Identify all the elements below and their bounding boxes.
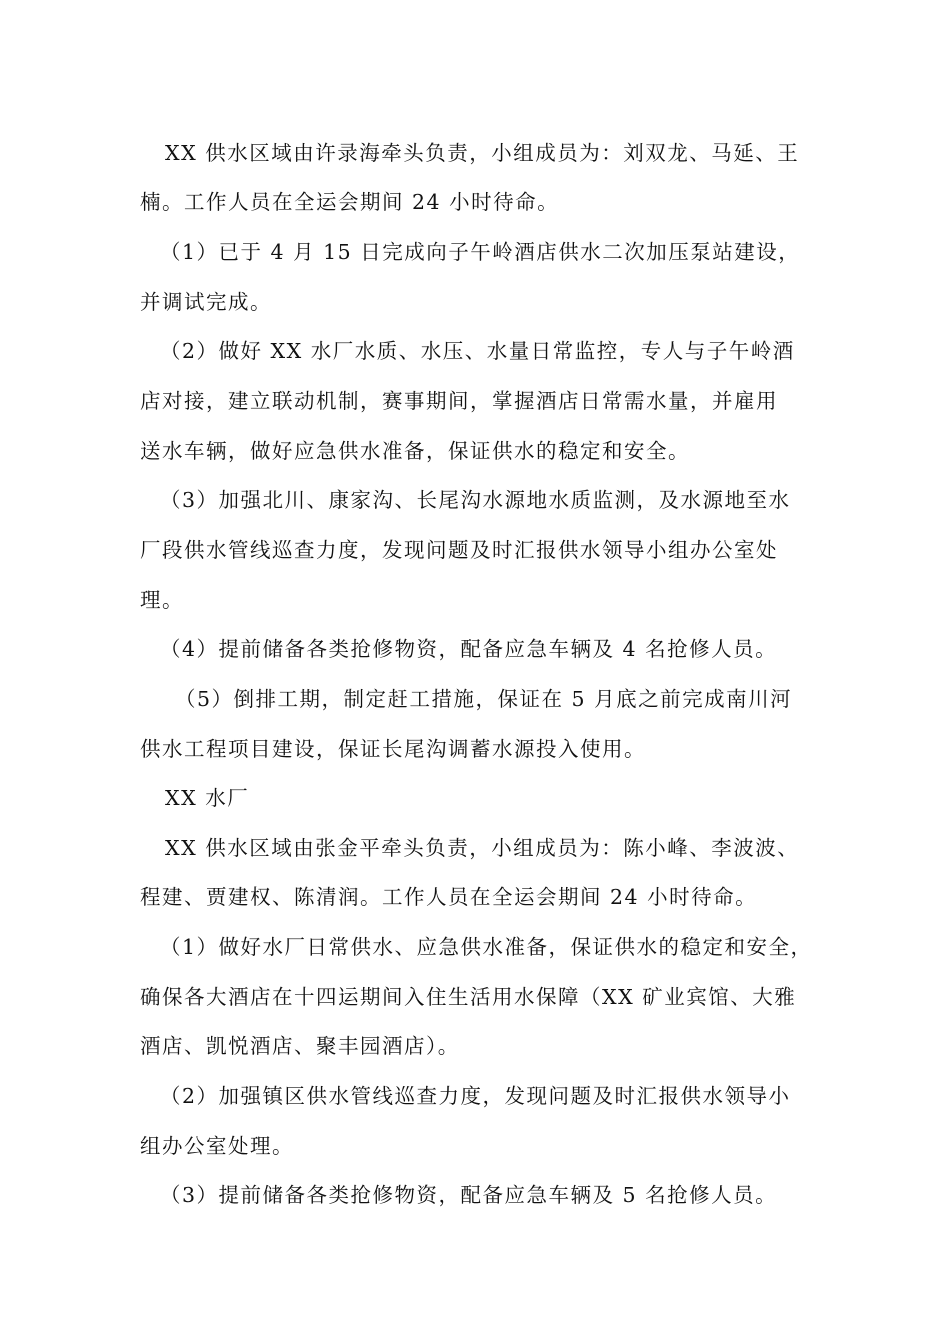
paragraph-line: 确保各大酒店在十四运期间入住生活用水保障（XX 矿业宾馆、大雅: [140, 985, 797, 1009]
paragraph-line: （1）已于 4 月 15 日完成向子午岭酒店供水二次加压泵站建设，: [160, 240, 801, 264]
paragraph-line: （3）加强北川、康家沟、长尾沟水源地水质监测，及水源地至水: [160, 488, 791, 512]
paragraph-line: 店对接，建立联动机制，赛事期间，掌握酒店日常需水量，并雇用: [140, 389, 778, 413]
paragraph-line: 组办公室处理。: [140, 1134, 294, 1158]
paragraph-line: （1）做好水厂日常供水、应急供水准备，保证供水的稳定和安全，: [160, 935, 813, 959]
paragraph-line: 程建、贾建权、陈清润。工作人员在全运会期间 24 小时待命。: [140, 885, 758, 909]
paragraph-line: （2）做好 XX 水厂水质、水压、水量日常监控，专人与子午岭酒: [160, 339, 795, 363]
paragraph-line: 楠。工作人员在全运会期间 24 小时待命。: [140, 190, 560, 214]
paragraph-line: 酒店、凯悦酒店、聚丰园酒店）。: [140, 1034, 460, 1058]
paragraph-line: （4）提前储备各类抢修物资，配备应急车辆及 4 名抢修人员。: [160, 637, 778, 661]
paragraph-line: 供水工程项目建设，保证长尾沟调蓄水源投入使用。: [140, 737, 646, 761]
paragraph-line: 送水车辆，做好应急供水准备，保证供水的稳定和安全。: [140, 439, 690, 463]
paragraph-line: 理。: [140, 588, 184, 612]
paragraph-line: XX 供水区域由许录海牵头负责，小组成员为：刘双龙、马延、王: [165, 141, 800, 165]
paragraph-line: 厂段供水管线巡查力度，发现问题及时汇报供水领导小组办公室处: [140, 538, 778, 562]
paragraph-line: （3）提前储备各类抢修物资，配备应急车辆及 5 名抢修人员。: [160, 1183, 778, 1207]
paragraph-line: XX 供水区域由张金平牵头负责，小组成员为：陈小峰、李波波、: [165, 836, 800, 860]
paragraph-line: 并调试完成。: [140, 290, 272, 314]
paragraph-line: （2）加强镇区供水管线巡查力度，发现问题及时汇报供水领导小: [160, 1084, 791, 1108]
section-heading: XX 水厂: [165, 786, 250, 810]
paragraph-line: （5）倒排工期，制定赶工措施，保证在 5 月底之前完成南川河: [175, 687, 793, 711]
